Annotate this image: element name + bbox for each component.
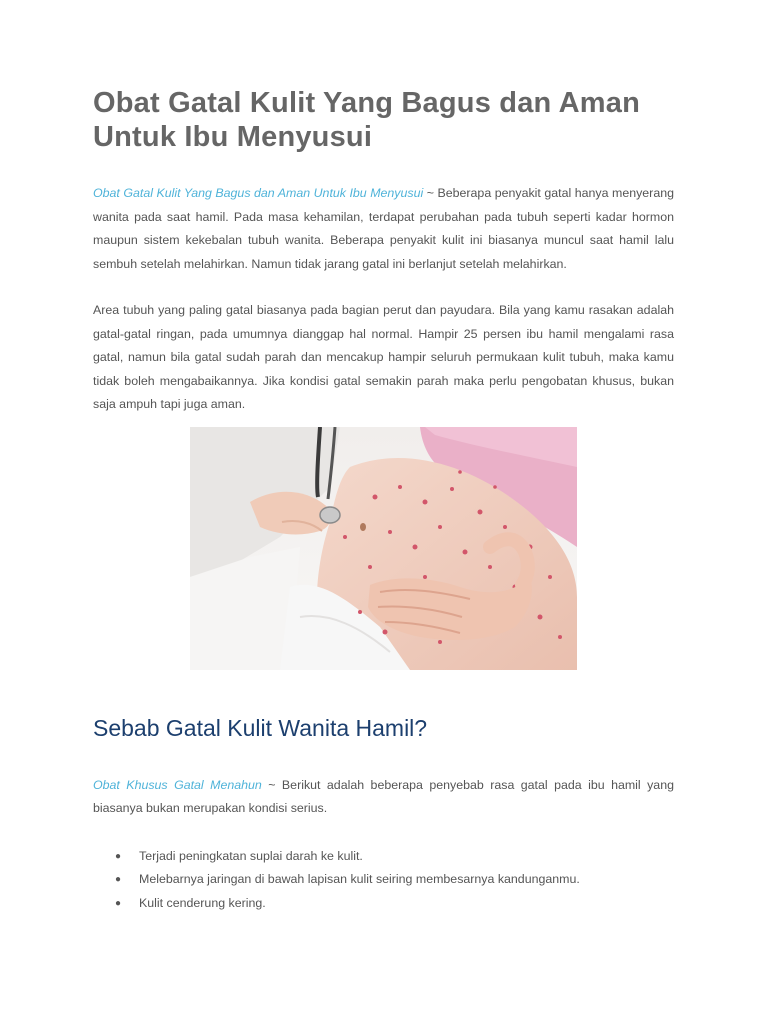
article	[93, 86, 674, 915]
intro-link[interactable]: Obat Gatal Kulit Yang Bagus dan Aman Untuk Ibu Menyusui	[93, 186, 424, 200]
section-text: ~ Berikut adalah beberapa penyebab rasa gatal pada ibu hamil yang biasanya bukan merupakan kondisi serius.	[93, 777, 674, 815]
article-photo	[190, 427, 577, 670]
pregnant-belly-rash-photo	[190, 427, 577, 670]
list-item: ● Kulit cenderung kering.	[93, 892, 674, 916]
cause-list	[93, 845, 674, 916]
list-item: ● Terjadi peningkatan suplai darah ke kulit.	[93, 845, 674, 869]
section-paragraph	[93, 774, 674, 821]
section-link[interactable]: Obat Khusus Gatal Menahun	[93, 777, 262, 792]
bullet-icon: ●	[115, 850, 122, 862]
intro-paragraph	[93, 182, 674, 276]
body-paragraph: Area tubuh yang paling gatal biasanya pada bagian perut dan payudara. Bila yang kamu rasakan adalah gatal-gatal ringan, pada umumnya dianggap hal normal. Hampir 25 persen ibu hamil mengalami rasa gatal, namun bila gatal sudah parah dan mencakup hampir seluruh permukaan kulit tubuh, maka kamu tidak boleh mengabaikannya. Jika kondisi gatal semakin parah maka perlu pengobatan khusus, bukan saja ampuh tapi juga aman.	[93, 303, 674, 411]
page-title: Obat Gatal Kulit Yang Bagus dan Aman Untuk Ibu Menyusui	[93, 87, 641, 153]
section-heading: Sebab Gatal Kulit Wanita Hamil?	[93, 714, 428, 741]
list-item: ● Melebarnya jaringan di bawah lapisan kulit seiring membesarnya kandunganmu.	[93, 868, 674, 892]
bullet-icon: ●	[115, 897, 122, 909]
bullet-icon: ●	[115, 874, 122, 885]
intro-text: ~ Beberapa penyakit gatal hanya menyerang wanita pada saat hamil. Pada masa kehamilan, terdapat perubahan pada tubuh seperti kadar hormon maupun sistem kekebalan tubuh wanita. Beberapa penyakit kulit ini biasanya muncul saat hamil lalu sembuh setelah melahirkan. Namun tidak jarang gatal ini berlanjut setelah melahirkan.	[93, 186, 674, 271]
